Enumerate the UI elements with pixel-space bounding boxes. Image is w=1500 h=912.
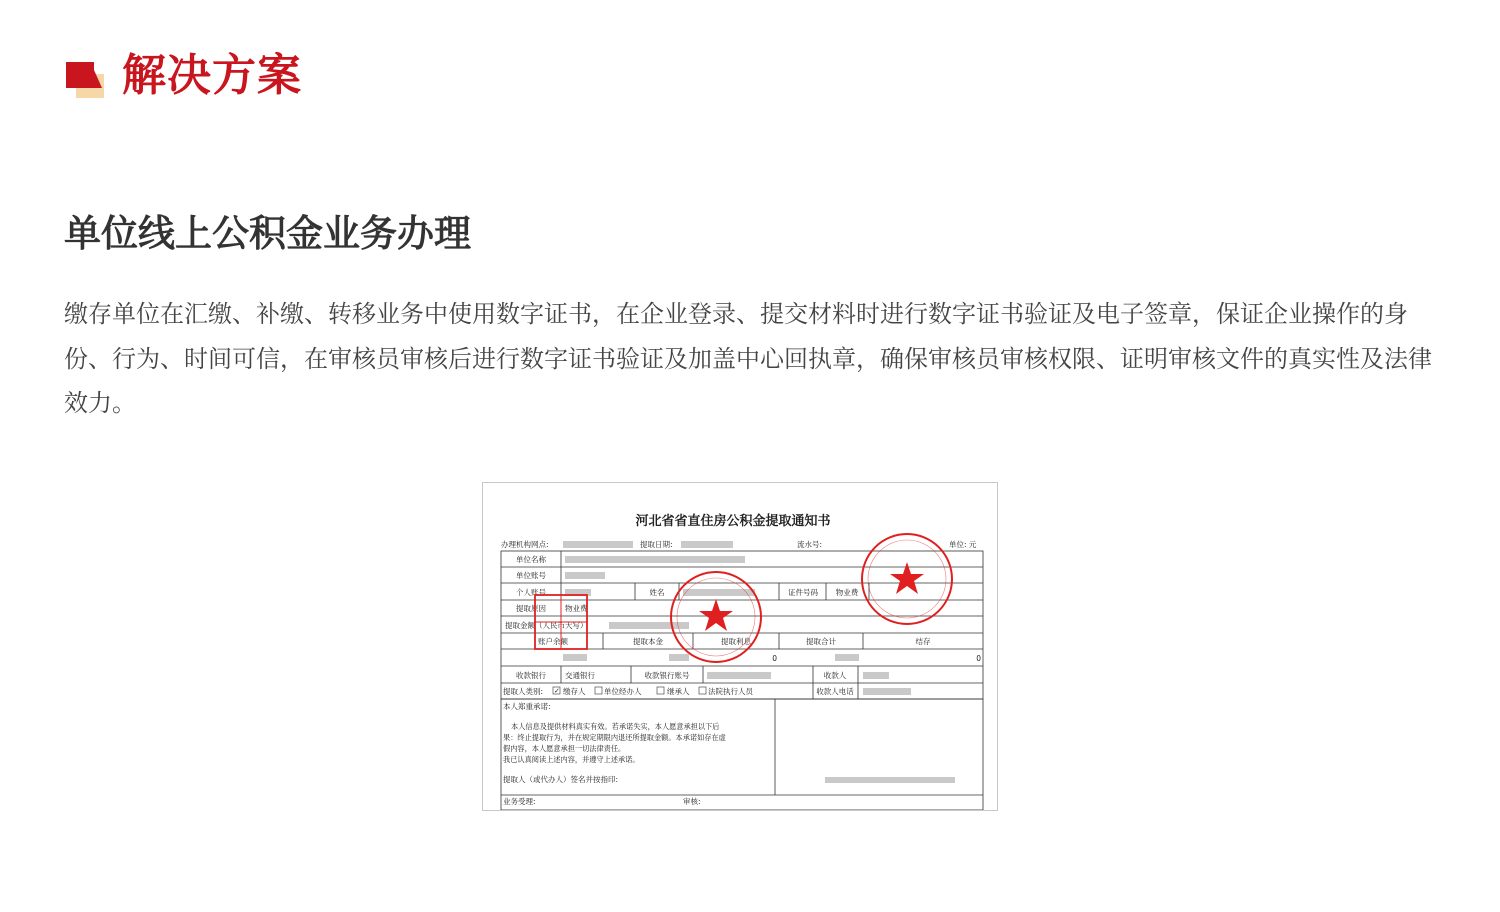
- doc-unit-label: 单位: 元: [949, 540, 977, 549]
- doc-sign-label: 提取人（或代办人）签名并按指印:: [503, 775, 619, 784]
- withdrawal-notice-image: [482, 482, 998, 811]
- blurred-office: [563, 541, 633, 548]
- blurred-balance: [563, 654, 587, 661]
- doc-id-label: 证件号码: [788, 588, 818, 597]
- doc-title: 河北省省直住房公积金提取通知书: [635, 514, 831, 529]
- doc-amount-label: 提取金额（人民币大写）: [505, 621, 588, 630]
- doc-withdraw-total-label: 提取合计: [806, 637, 836, 646]
- doc-balance-label: 结存: [915, 637, 931, 646]
- doc-balance-value: 0: [976, 654, 981, 663]
- doc-account-balance-label: 账户余额: [538, 637, 568, 646]
- doc-personal-account-label: 个人账号: [516, 588, 546, 597]
- doc-reason-value: 物业费: [565, 604, 588, 613]
- red-seal-stamp-right: [862, 534, 952, 624]
- doc-promise-line-3: 假内容，本人愿意承担一切法律责任。: [503, 744, 626, 753]
- doc-type-option-1: 缴存人: [563, 687, 586, 696]
- doc-office-label: 办理机构网点:: [501, 540, 549, 549]
- checkbox-agent-icon: [595, 687, 602, 694]
- section-description: 缴存单位在汇缴、补缴、转移业务中使用数字证书，在企业登录、提交材料时进行数字证书验证及电子签章，保证企业操作的身份、行为、时间可信，在审核员审核后进行数字证书验证及加盖中心回执章，确保审核员审核权限、证明审核文件的真实性及法律效力。: [64, 300, 1432, 417]
- blurred-total: [835, 654, 859, 661]
- header-square-icon: [66, 60, 106, 100]
- doc-bank-account-label: 收款银行账号: [644, 671, 690, 680]
- blurred-payee: [863, 672, 889, 679]
- doc-type-option-4: 法院执行人员: [708, 687, 753, 696]
- checkbox-court-icon: [699, 687, 706, 694]
- doc-name-label: 姓名: [649, 588, 665, 597]
- withdrawal-notice-document: [483, 483, 997, 810]
- doc-type-option-3: 继承人: [667, 687, 690, 696]
- doc-bank-label: 收款银行: [516, 671, 546, 680]
- doc-promise-line-1: 本人信息及提供材料真实有效。若承诺失实，本人愿意承担以下后: [511, 722, 720, 731]
- doc-property-fee-label: 物业费: [835, 588, 859, 597]
- header-title: 解决方案: [122, 50, 302, 101]
- doc-withdraw-interest-label: 提取利息: [721, 637, 751, 646]
- doc-type-label: 提取人类别:: [503, 687, 544, 696]
- blurred-amount: [609, 622, 689, 629]
- doc-bank-value: 交通银行: [565, 671, 595, 680]
- doc-reason-label: 提取原因: [516, 604, 546, 613]
- doc-date-label: 提取日期:: [640, 540, 673, 549]
- blurred-bank-account: [707, 672, 771, 679]
- doc-promise-label: 本人郑重承诺:: [503, 702, 551, 711]
- doc-payee-phone-label: 收款人电话: [816, 687, 854, 696]
- blurred-phone: [863, 688, 911, 695]
- section-title: 单位线上公积金业务办理: [64, 212, 471, 255]
- blurred-company: [565, 556, 745, 563]
- doc-type-option-2: 单位经办人: [604, 687, 642, 696]
- doc-review-label: 审核:: [683, 797, 701, 806]
- doc-payee-label: 收款人: [823, 671, 847, 680]
- doc-business-label: 业务受理:: [503, 797, 536, 806]
- check-mark-icon: ✓: [554, 687, 560, 695]
- blurred-account: [565, 572, 605, 579]
- doc-company-name-label: 单位名称: [516, 555, 546, 564]
- red-seal-stamp-left: [671, 572, 761, 662]
- blurred-center-seal-name: [825, 777, 955, 783]
- doc-promise-line-4: 我已认真阅读上述内容，并遵守上述承诺。: [503, 755, 640, 764]
- doc-interest-value: 0: [772, 654, 777, 663]
- doc-withdraw-principal-label: 提取本金: [633, 637, 663, 646]
- blurred-principal: [669, 654, 689, 661]
- doc-promise-line-2: 果：终止提取行为，并在规定期限内退还所提取金额。本承诺如存在虚: [503, 733, 726, 742]
- doc-serial-label: 流水号:: [797, 540, 823, 549]
- blurred-date: [681, 541, 733, 548]
- doc-company-account-label: 单位账号: [516, 571, 546, 580]
- checkbox-heir-icon: [657, 687, 664, 694]
